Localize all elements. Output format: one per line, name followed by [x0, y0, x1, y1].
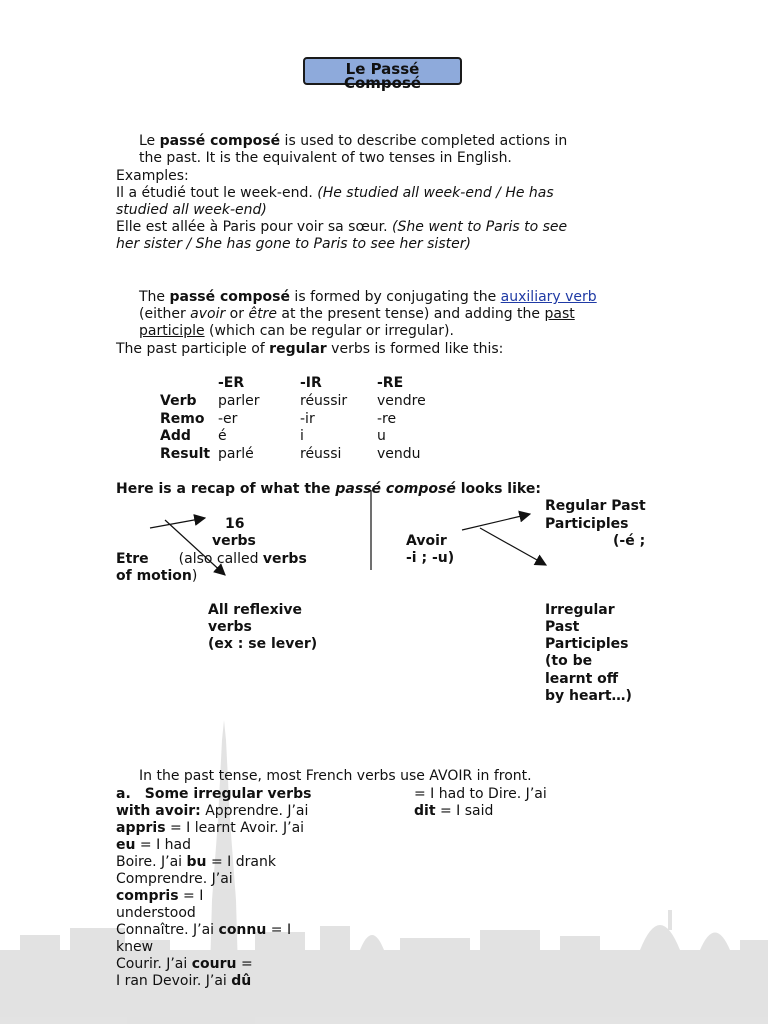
- example-2-cont: her sister / She has gone to Paris to see her sister): [116, 236, 471, 252]
- table-row-label: Verb: [160, 393, 197, 409]
- examples-label: Examples:: [116, 168, 189, 184]
- irregular-pp-6: by heart…): [545, 688, 632, 704]
- intro-line-1: Le passé composé is used to describe completed actions in: [139, 133, 568, 149]
- arrow-16-verbs: [150, 518, 205, 528]
- avoir-label: Avoir: [406, 533, 447, 549]
- etre-line: Etre (also called verbs: [116, 551, 307, 567]
- table-cell: u: [377, 428, 386, 444]
- section-a-title: a. Some irregular verbs: [116, 786, 312, 802]
- table-cell: parlé: [218, 446, 254, 462]
- table-cell: réussi: [300, 446, 342, 462]
- left-line-6: compris = I: [116, 888, 204, 904]
- intro-line-2: the past. It is the equivalent of two tenses in English.: [139, 150, 512, 166]
- example-1-cont: studied all week-end): [116, 202, 267, 218]
- past-tense-intro: In the past tense, most French verbs use AVOIR in front.: [139, 768, 532, 784]
- table-cell: -re: [377, 411, 397, 427]
- participle-link[interactable]: participle: [139, 323, 205, 339]
- title-line-2: Composé: [343, 74, 422, 92]
- table-row-label: Remo: [160, 411, 205, 427]
- right-line-2: dit = I said: [414, 803, 494, 819]
- table-header-ir: -IR: [300, 375, 322, 391]
- reflexive-2: verbs: [208, 619, 252, 635]
- left-line-8: Connaître. J’ai connu = I: [116, 922, 292, 938]
- left-line-11: I ran Devoir. J’ai dû: [116, 973, 252, 989]
- table-cell: vendu: [377, 446, 421, 462]
- left-line-7: understood: [116, 905, 196, 921]
- of-motion-line: of motion): [116, 568, 198, 584]
- left-line-1: with avoir: Apprendre. J’ai: [116, 803, 309, 819]
- table-header-re: -RE: [377, 375, 404, 391]
- left-line-10: Courir. J’ai couru =: [116, 956, 253, 972]
- verbs-label: verbs: [212, 533, 256, 549]
- irregular-pp-3: Participles: [545, 636, 629, 652]
- formation-line-4: The past participle of regular verbs is formed like this:: [116, 341, 504, 357]
- left-line-9: knew: [116, 939, 154, 955]
- table-header-er: -ER: [218, 375, 245, 391]
- table-cell: i: [300, 428, 304, 444]
- past-participle-link[interactable]: past: [544, 306, 575, 322]
- left-line-5: Comprendre. J’ai: [116, 871, 233, 887]
- formation-line-3: participle (which can be regular or irregular).: [139, 323, 454, 339]
- table-cell: -er: [218, 411, 238, 427]
- irregular-pp-5: learnt off: [545, 671, 619, 687]
- irregular-pp-4: (to be: [545, 653, 593, 669]
- left-line-2: appris = I learnt Avoir. J’ai: [116, 820, 305, 836]
- regular-pp-1: Regular Past: [545, 498, 646, 514]
- reflexive-1: All reflexive: [208, 602, 303, 618]
- table-cell: réussir: [300, 393, 348, 409]
- table-cell: vendre: [377, 393, 426, 409]
- arrow-regular: [462, 514, 530, 530]
- table-row-label: Add: [160, 428, 191, 444]
- regular-pp-2: Participles: [545, 516, 629, 532]
- regular-pp-3: (-é ;: [613, 533, 646, 549]
- example-2: Elle est allée à Paris pour voir sa sœur. (She went to Paris to see: [116, 219, 568, 235]
- example-1: Il a étudié tout le week-end. (He studied all week-end / He has: [116, 185, 554, 201]
- formation-line-2: (either avoir or être at the present tense) and adding the past: [139, 306, 575, 322]
- irregular-pp-2: Past: [545, 619, 580, 635]
- arrow-irregular: [480, 528, 546, 565]
- left-line-4: Boire. J’ai bu = I drank: [116, 854, 276, 870]
- irregular-pp-1: Irregular: [545, 602, 615, 618]
- avoir-endings: -i ; -u): [406, 550, 455, 566]
- table-cell: parler: [218, 393, 260, 409]
- formation-line-1: The passé composé is formed by conjugating the auxiliary verb: [139, 289, 597, 305]
- recap-heading: Here is a recap of what the passé composé looks like:: [116, 481, 541, 497]
- sixteen-label: 16: [225, 516, 245, 532]
- table-cell: é: [218, 428, 227, 444]
- title-line-1: Le Passé: [345, 60, 420, 78]
- reflexive-3: (ex : se lever): [208, 636, 318, 652]
- table-cell: -ir: [300, 411, 315, 427]
- auxiliary-verb-link[interactable]: auxiliary verb: [500, 289, 597, 305]
- left-line-3: eu = I had: [116, 837, 192, 853]
- right-line-1: = I had to Dire. J’ai: [414, 786, 547, 802]
- table-row-label: Result: [160, 446, 211, 462]
